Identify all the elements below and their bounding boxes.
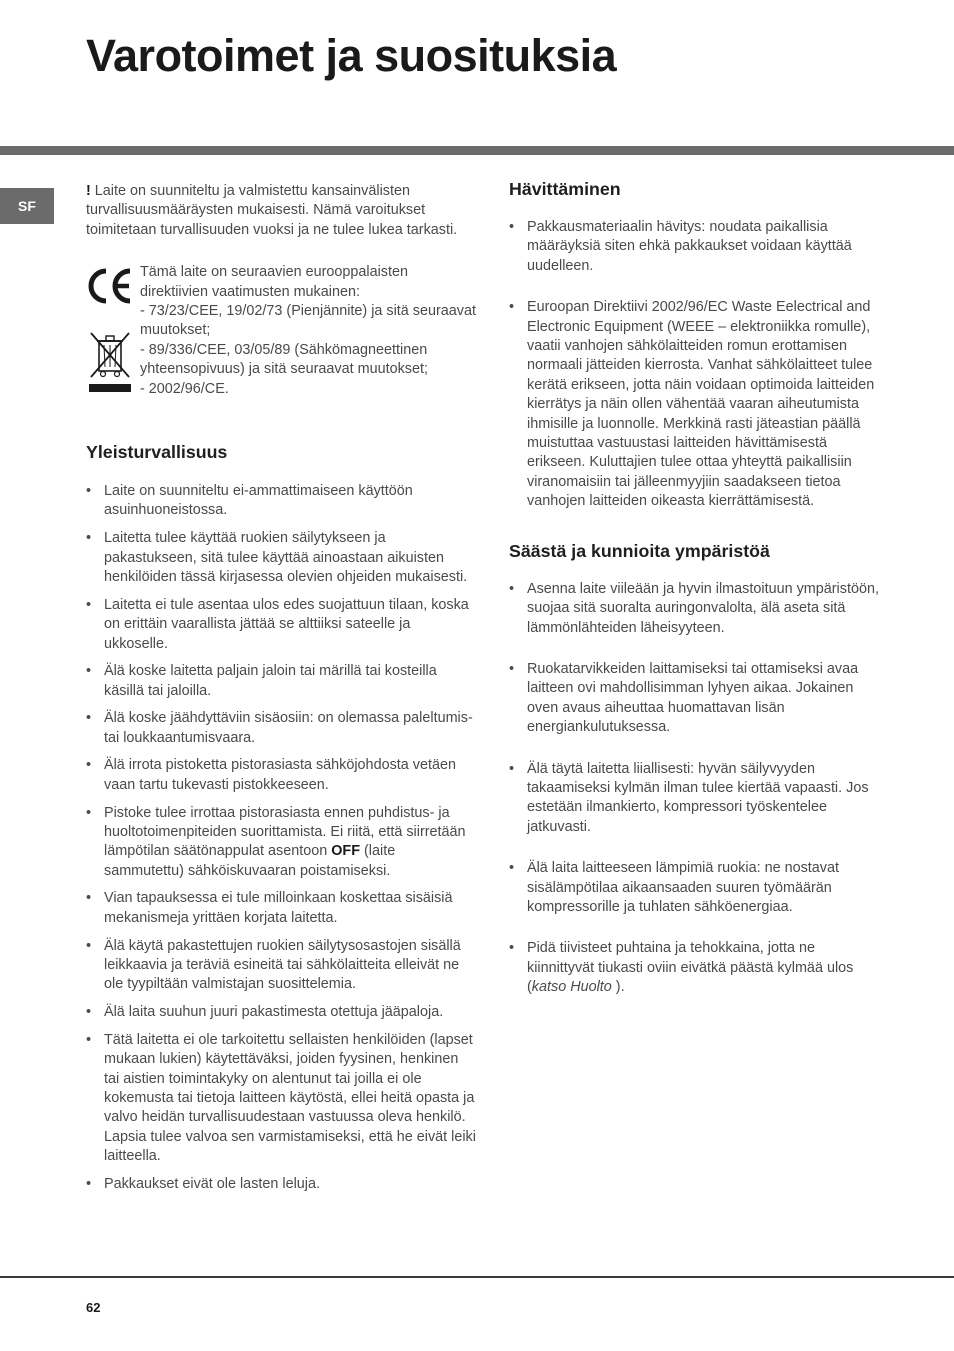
left-column — [86, 182, 476, 1203]
intro-paragraph — [86, 182, 476, 240]
list-item: • Älä koske laitetta paljain jaloin tai märillä tai kosteilla käsillä tai jaloilla. — [86, 662, 476, 701]
list-item: • Vian tapauksessa ei tule milloinkaan koskettaa sisäisiä mekanismeja yrittäen korjata laitetta. — [86, 889, 476, 928]
ce-mark-icon — [86, 267, 134, 305]
ce-text-2: - 73/23/CEE, 19/02/73 (Pienjännite) ja sitä seuraavat muutokset; — [140, 303, 476, 339]
off-label: OFF — [331, 843, 361, 860]
section-heading-yleisturvallisuus: Yleisturvallisuus — [86, 442, 228, 463]
list-item: • Älä laita suuhun juuri pakastimesta otettuja jääpaloja. — [86, 1003, 476, 1022]
list-item — [509, 939, 884, 997]
language-tab: SF — [0, 188, 54, 224]
list-item: • Älä koske jäähdyttäviin sisäosiin: on olemassa paleltumis- tai loukkaantumisvaara. — [86, 709, 476, 748]
page-number: 62 — [86, 1300, 101, 1315]
footer-divider — [0, 1276, 954, 1278]
list-item: • Älä käytä pakastettujen ruokien säilytysosastojen sisällä leikkaavia ja teräviä esineitä tai sähkölaitteita elleivät ne ole tyypiltään valmistajan suosittelemia. — [86, 937, 476, 995]
list-item: • Älä irrota pistoketta pistorasiasta sähköjohdosta vetäen vaan tartu tukevasti pistokkeeseen. — [86, 756, 476, 795]
list-item: • Asenna laite viileään ja hyvin ilmastoituun ympäristöön, suojaa sitä suoralta auringonvalolta, älä aseta sitä lämmönlähteiden läheisyyteen. — [509, 580, 884, 638]
power-text-b: (laite sammutettu) sähköiskuvaaran poistamiseksi. — [104, 843, 396, 879]
disposal-list — [509, 218, 884, 512]
ce-text-4: - 2002/96/CE. — [140, 380, 229, 397]
list-item: • Laite on suunniteltu ei-ammattimaiseen käyttöön asuinhuoneistossa. — [86, 482, 476, 521]
page-title: Varotoimet ja suosituksia — [86, 30, 617, 81]
crossed-bin-icon — [89, 331, 131, 393]
list-item: • Laitetta tulee käyttää ruokien säilytykseen ja pakastukseen, sitä tulee käyttää ainoastaan aikuisten henkilöiden tässä kirjasessa olevien ohjeiden mukaisesti. — [86, 529, 476, 587]
power-text-a: Pistoke tulee irrottaa pistorasiasta ennen puhdistus- ja huoltotoimenpiteiden suorittamista. Ei riitä, että siirretään lämpötilan säätönappulat asentoon — [104, 804, 466, 860]
maintenance-reference: katso Huolto — [531, 979, 612, 996]
list-item: • Älä täytä laitetta liiallisesti: hyvän säilyvyyden takaamiseksi kylmän ilman tulee kiertää vapaasti. Jos estetään ilmankierto, kompressori työskentelee jatkuvasti. — [509, 760, 884, 838]
header-divider — [0, 146, 954, 155]
seal-text-b: ). — [611, 979, 625, 996]
intro-text: Laite on suunniteltu ja valmistettu kansainvälisten turvallisuusmääräysten mukaisesti. Nämä varoitukset toimitetaan turvallisuuden vuoksi ja ne tulee lukea tarkasti. — [86, 183, 458, 238]
list-item — [86, 804, 476, 882]
list-item: • Laitetta ei tule asentaa ulos edes suojattuun tilaan, koska on erittäin vaarallista jättää se alttiiksi sateelle ja ukkoselle. — [86, 596, 476, 654]
section-heading-havittaminen: Hävittäminen — [509, 179, 621, 199]
seal-text-a: Pidä tiivisteet puhtaina ja tehokkaina, jotta ne kiinnittyvät tiukasti oviin eivätkä päästä kylmää ulos ( — [527, 940, 854, 996]
ce-text-1: Tämä laite on seuraavien eurooppalaisten direktiivien vaatimusten mukainen: — [140, 264, 408, 300]
list-item: • Euroopan Direktiivi 2002/96/EC Waste Eelectrical and Electronic Equipment (WEEE – elektroniikka romulle), vaatii vanhojen sähkölaitteiden romun erottamisen normaali jätteiden kierrosta. Vanhat sähkölaitteet tulee kerätä erikseen, jotta näin voidaan optimoida laitteiden kierrätys ja näin ollen vähentää vaaran aiheutumista ihmisille ja luonnolle. Merkkinä rasti jäteastian päällä muistuttaa vastuustasi laitteiden hävittämisestä erikseen. Kuluttajien tulee ottaa yhteyttä paikallisiin viranomaisiin tai jälleenmyyjiin saadakseen tietoa vanhojen laitteiden oikeasta kierrättämisestä. — [509, 298, 884, 511]
safety-list — [86, 482, 476, 1194]
list-item: • Pakkaukset eivät ole lasten leluja. — [86, 1175, 476, 1194]
section-heading-saasta: Säästä ja kunnioita ympäristöä — [509, 540, 770, 561]
list-item: • Tätä laitetta ei ole tarkoitettu sellaisten henkilöiden (lapset mukaan lukien) käytettäväksi, joiden fyysinen, henkinen tai aistien toimintakyky on alentunut tai joilla ei ole kokemusta tai tietoja laitteen käytöstä, ellei heitä opasta ja valvo heidän turvallisuudestaan vastuussa oleva henkilö. Lapsia tulee valvoa sen varmistamiseksi, että he eivät leiki laitteella. — [86, 1031, 476, 1167]
right-column — [509, 178, 884, 1020]
ce-text-3: - 89/336/CEE, 03/05/89 (Sähkömagneettinen yhteensopivuus) ja sitä seuraavat muutokset; — [140, 341, 428, 378]
list-item: • Älä laita laitteeseen lämpimiä ruokia: ne nostavat sisälämpötilaa aikaansaaden suuren työmäärän kompressorille ja tuhlaten sähköenergiaa. — [509, 859, 884, 917]
list-item: • Pakkausmateriaalin hävitys: noudata paikallisia määräyksiä siten ehkä pakkaukset voidaan käyttää uudelleen. — [509, 218, 884, 276]
environment-list — [509, 580, 884, 998]
ce-declaration — [86, 263, 476, 399]
warning-mark: ! — [86, 183, 91, 199]
list-item: • Ruokatarvikkeiden laittamiseksi tai ottamiseksi avaa laitteen ovi mahdollisimman lyhyen aikaa. Jokainen oven avaus aiheuttaa huomattavan lisän energiankulutuksessa. — [509, 660, 884, 738]
